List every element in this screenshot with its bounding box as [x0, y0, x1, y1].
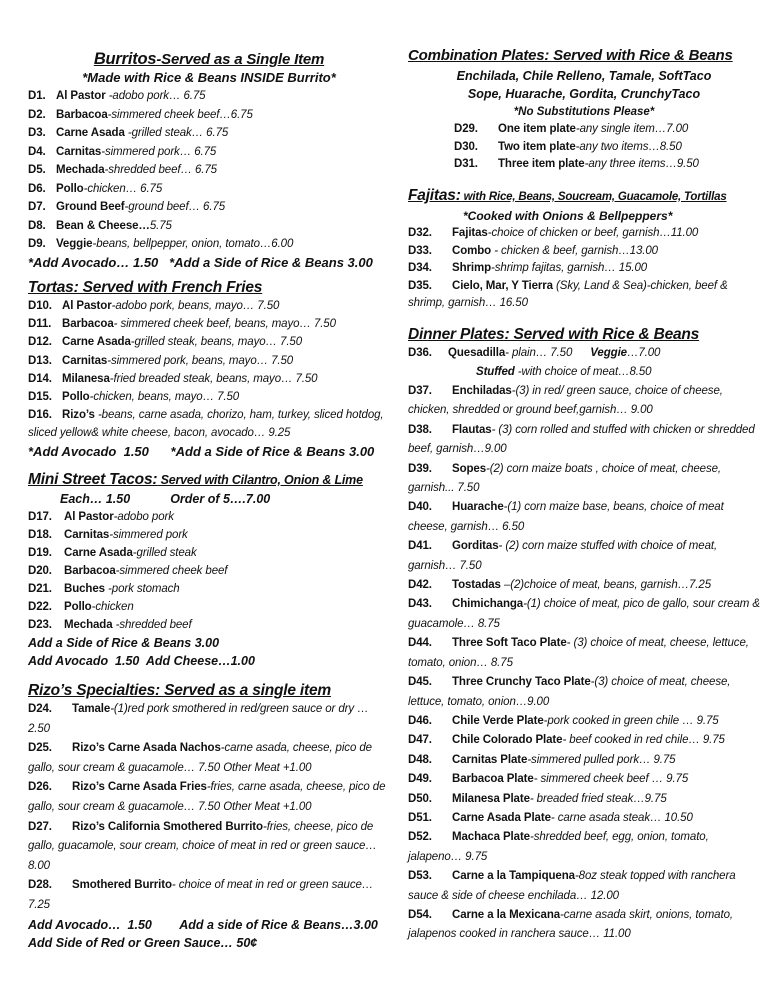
item-code: D26. — [28, 781, 52, 794]
item-name: Two item plate — [498, 140, 576, 153]
menu-item — [28, 526, 390, 544]
item-code: D6. — [28, 182, 46, 195]
item-name: Barbacoa Plate — [452, 773, 534, 786]
item-desc: - beef cooked in red chile… 9.75 — [562, 734, 725, 747]
addon-line: Add a Side of Rice & Beans 3.00 — [28, 636, 220, 650]
item-name: Buches — [64, 583, 109, 595]
menu-item — [28, 161, 390, 180]
item-code: D7. — [28, 201, 46, 213]
item-code: D23. — [28, 619, 52, 631]
item-code: D53. — [408, 870, 432, 883]
item-desc: -shredded beef — [115, 619, 192, 631]
item-name: Cielo, Mar, Y Tierra — [452, 279, 557, 292]
item-name: Al Pastor — [62, 300, 112, 312]
item-desc: -(1) choice of meat, pico de gallo, sour cream & guacamole… 8.75 — [408, 598, 760, 630]
menu-item — [28, 406, 390, 442]
item-code: D19. — [28, 547, 52, 559]
item-desc: - plain… 7.50 — [505, 347, 573, 359]
price-line — [28, 490, 390, 508]
item-name: Rizo’s Carne Asada Nachos — [72, 742, 221, 755]
item-code: D30. — [454, 140, 478, 153]
item-code: D48. — [408, 753, 432, 766]
item-code: D14. — [28, 372, 52, 385]
addon-line: Add Avocado… 1.50 Add a side of Rice & Beans…3.00 — [28, 917, 378, 932]
item-name: Milanesa Plate — [452, 792, 530, 805]
item-name: One item plate — [498, 123, 576, 135]
item-code: D25. — [28, 742, 52, 755]
item-name: Carnitas — [64, 529, 110, 541]
menu-item — [28, 87, 390, 106]
menu-item — [28, 818, 390, 877]
burritos-section — [28, 50, 390, 272]
item-desc: -simmered cheek beef — [115, 565, 228, 577]
item-code: D49. — [408, 773, 432, 786]
item-desc: -simmered pork, beans, mayo… 7.50 — [107, 354, 294, 367]
menu-item — [28, 352, 390, 370]
item-code: D37. — [408, 385, 432, 397]
menu-item — [408, 421, 760, 460]
item-desc: -beans, bellpepper, onion, tomato…6.00 — [92, 238, 294, 250]
item-code: D44. — [408, 637, 432, 650]
item-name: Rizo’s California Smothered Burrito — [72, 820, 263, 833]
menu-item — [454, 156, 760, 174]
item-code: D13. — [28, 354, 52, 367]
item-code: D45. — [408, 676, 432, 689]
veggie-label: Veggie — [590, 347, 627, 359]
item-code: D36. — [408, 347, 432, 359]
item-code: D21. — [28, 583, 52, 595]
menu-item — [28, 297, 390, 315]
item-code: D28. — [28, 879, 52, 892]
item-code: D40. — [408, 501, 432, 514]
menu-item — [28, 876, 390, 915]
tortas-section — [28, 278, 390, 461]
item-name: Mechada — [56, 164, 105, 176]
addon-line: Add Side of Red or Green Sauce… 50¢ — [28, 935, 258, 950]
item-desc: -carne asada skirt, onions, tomato, jalapenos cooked in ranchera sauce… 11.00 — [408, 908, 733, 941]
item-name: Barbacoa — [62, 318, 114, 331]
quesadilla-stuffed-line — [408, 363, 760, 382]
item-name: Carne Asada — [56, 127, 128, 139]
item-code: D54. — [408, 908, 432, 921]
item-desc: - (3) choice of meat, cheese, lettuce, tomato, onion… 8.75 — [408, 637, 749, 669]
item-desc: -(3) choice of meat, cheese, lettuce, tomato, onion…9.00 — [408, 676, 731, 708]
menu-item — [408, 634, 760, 673]
section-subtitle: *Cooked with Onions & Bellpeppers* — [463, 209, 673, 223]
item-code: D34. — [408, 262, 432, 274]
item-desc: -8oz steak topped with ranchera sauce & side of cheese enchilada… 12.00 — [408, 870, 736, 902]
item-code: D12. — [28, 336, 52, 349]
item-name: Al Pastor — [64, 511, 114, 523]
item-name: Veggie — [56, 238, 93, 250]
menu-item — [454, 121, 760, 139]
menu-item — [408, 498, 760, 537]
item-list — [28, 87, 390, 254]
item-desc: -pork cooked in green chile … 9.75 — [543, 714, 719, 727]
menu-item — [408, 595, 760, 634]
item-name: Carnitas — [56, 145, 102, 158]
item-code: D5. — [28, 164, 46, 176]
item-desc: -shredded beef, egg, onion, tomato, jalapeno… 9.75 — [408, 831, 709, 863]
item-desc: -adobo pork — [113, 511, 174, 523]
menu-item — [408, 225, 760, 243]
item-name: Bean & Cheese… — [56, 219, 150, 232]
item-code: D43. — [408, 598, 432, 611]
item-desc: -(1)red pork smothered in red/green sauce or dry …2.50 — [28, 703, 369, 735]
item-desc: -fries, carne asada, cheese, pico de gallo, sour cream & guacamole… 7.50 Other Meat +1.00 — [28, 781, 386, 813]
menu-item — [28, 124, 390, 143]
veggie-price: …7.00 — [626, 347, 661, 359]
item-code: D39. — [408, 462, 432, 475]
menu-item — [408, 260, 760, 278]
item-name: Carne a la Mexicana — [452, 908, 561, 921]
item-desc: -any two items…8.50 — [575, 140, 682, 153]
item-desc: -any single item…7.00 — [575, 123, 689, 135]
item-code: D4. — [28, 145, 46, 158]
item-code: D8. — [28, 219, 46, 232]
item-desc: (Sky, Land & Sea)-chicken, beef & shrimp, garnish… 16.50 — [408, 279, 728, 309]
item-name: Barbacoa — [64, 565, 116, 577]
menu-item — [28, 235, 390, 254]
item-name: Huarache — [452, 501, 504, 514]
item-code: D3. — [28, 127, 46, 139]
menu-item — [28, 580, 390, 598]
menu-item — [28, 198, 390, 217]
title-sub: Served with Cilantro, Onion & Lime — [157, 473, 363, 487]
menu-item — [408, 278, 760, 313]
item-list — [408, 121, 760, 174]
item-code: D20. — [28, 565, 52, 577]
item-desc: -choice of chicken or beef, garnish…11.00 — [487, 227, 699, 239]
item-desc: -fried breaded steak, beans, mayo… 7.50 — [109, 372, 318, 385]
title-main: Burritos — [93, 50, 157, 68]
item-name: Sopes — [452, 462, 487, 475]
item-name: Carnitas Plate — [452, 753, 528, 766]
item-code: D15. — [28, 391, 52, 404]
menu-item — [408, 828, 760, 867]
item-code: D51. — [408, 811, 432, 824]
menu-item — [28, 562, 390, 580]
item-name: Al Pastor — [56, 90, 109, 102]
item-desc: –(2)choice of meat, beans, garnish…7.25 — [503, 579, 711, 592]
price-each: Each… 1.50 — [60, 492, 131, 506]
item-code: D27. — [28, 820, 52, 833]
item-desc: -(3) in red/ green sauce, choice of cheese, chicken, shredded or ground beef,garnish… 9.00 — [408, 385, 723, 417]
item-code: D10. — [28, 300, 52, 312]
item-desc: - carne asada steak… 10.50 — [550, 811, 693, 824]
item-code: D24. — [28, 703, 52, 715]
item-desc: -pork stomach — [108, 583, 180, 595]
item-name: Flautas — [452, 423, 492, 436]
item-name: Barbacoa — [56, 108, 108, 121]
title-main: Mini Street Tacos: — [28, 471, 158, 488]
item-name: Shrimp — [452, 262, 492, 274]
item-name: Pollo — [56, 182, 84, 195]
item-desc: - simmered cheek beef … 9.75 — [533, 773, 689, 786]
item-list — [408, 382, 760, 945]
menu-item — [28, 370, 390, 388]
item-name: Machaca Plate — [452, 831, 530, 844]
section-title: Combination Plates: Served with Rice & Beans — [408, 47, 733, 64]
item-name: Quesadilla — [448, 347, 506, 359]
menu-item — [28, 778, 390, 817]
item-code: D9. — [28, 238, 46, 250]
menu-item — [28, 217, 390, 236]
section-title — [408, 186, 760, 207]
menu-item — [408, 712, 760, 731]
item-desc: -(1) corn maize base, beans, choice of meat cheese, garnish… 6.50 — [408, 501, 724, 533]
item-desc: -fries, cheese, pico de gallo, guacamole, sour cream, choice of meat in red or green sauce…8.00 — [28, 820, 377, 872]
item-name: Three item plate — [498, 158, 585, 170]
item-name: Mechada — [64, 619, 116, 631]
combo-note: *No Substitutions Please* — [513, 106, 655, 118]
item-desc: -beans, carne asada, chorizo, ham, turkey, sliced hotdog, sliced yellow& white cheese, bacon, avocado… 9.25 — [28, 409, 384, 440]
item-code: D2. — [28, 108, 46, 121]
item-name: Three Soft Taco Plate — [452, 637, 567, 650]
item-desc: -simmered cheek beef…6.75 — [107, 108, 253, 121]
item-name: Carne Asada — [64, 547, 133, 559]
section-title: Dinner Plates: Served with Rice & Beans — [408, 326, 700, 343]
title-sub: with Rice, Beans, Soucream, Guacamole, Tortillas — [460, 191, 727, 203]
item-code: D11. — [28, 318, 52, 331]
item-list — [28, 297, 390, 443]
menu-item — [28, 739, 390, 778]
item-name: Milanesa — [62, 372, 110, 385]
menu-item — [28, 544, 390, 562]
item-desc: -adobo pork, beans, mayo… 7.50 — [111, 300, 280, 312]
item-name: Rizo’s — [62, 409, 98, 422]
section-title: Tortas: Served with French Fries — [28, 279, 263, 296]
item-code: D46. — [408, 714, 432, 727]
section-subtitle: *Made with Rice & Beans INSIDE Burrito* — [82, 70, 336, 85]
item-name: Rizo’s Carne Asada Fries — [72, 781, 207, 794]
addon-line: *Add Avocado 1.50 *Add a Side of Rice & Beans 3.00 — [28, 443, 375, 459]
dinner-section — [408, 325, 760, 945]
item-name: Chimichanga — [452, 598, 524, 611]
item-name: Chile Colorado Plate — [452, 734, 563, 747]
specialties-section — [28, 681, 390, 952]
item-code: D29. — [454, 123, 478, 135]
menu-item — [408, 382, 760, 421]
menu-item — [28, 388, 390, 406]
title-main: Fajitas: — [408, 187, 461, 204]
menu-item — [408, 537, 760, 576]
item-list — [28, 508, 390, 634]
menu-item — [28, 616, 390, 634]
menu-item — [408, 809, 760, 828]
item-desc: -simmered pork… 6.75 — [101, 145, 217, 158]
menu-item-quesadilla — [408, 344, 760, 363]
menu-item — [28, 106, 390, 125]
section-title: Rizo’s Specialties: Served as a single item — [28, 682, 331, 699]
menu-item — [408, 906, 760, 945]
item-name: Chile Verde Plate — [452, 714, 544, 727]
item-code: D17. — [28, 511, 52, 523]
section-title — [28, 470, 390, 490]
combo-line-1: Enchilada, Chile Relleno, Tamale, SoftTaco — [456, 69, 712, 83]
item-code: D32. — [408, 227, 432, 239]
item-name: Carne Asada Plate — [452, 811, 551, 824]
menu-item — [408, 770, 760, 789]
item-desc: - (3) corn rolled and stuffed with chicken or shredded beef, garnish…9.00 — [408, 423, 755, 456]
item-code: D1. — [28, 90, 46, 102]
stuffed-label: Stuffed — [476, 366, 518, 378]
item-list — [28, 700, 390, 916]
item-desc: -any three items…9.50 — [584, 158, 699, 170]
price-order: Order of 5….7.00 — [170, 492, 271, 506]
item-desc: -grilled steak… 6.75 — [127, 127, 229, 139]
item-code: D33. — [408, 244, 432, 257]
item-desc: -simmered pulled pork… 9.75 — [527, 753, 676, 766]
item-name: Smothered Burrito — [72, 879, 172, 892]
item-code: D38. — [408, 423, 432, 436]
item-name: Enchiladas — [452, 385, 512, 397]
item-name: Ground Beef — [56, 201, 125, 213]
menu-item — [454, 139, 760, 157]
item-name: Carnitas — [62, 354, 108, 367]
menu-item — [408, 673, 760, 712]
item-desc: -ground beef… 6.75 — [124, 201, 226, 213]
item-name: Carne a la Tampiquena — [452, 870, 575, 883]
item-desc: -grilled steak — [132, 547, 197, 559]
title-sub: -Served as a Single Item — [156, 51, 325, 68]
item-code: D52. — [408, 831, 432, 844]
menu-item — [408, 243, 760, 261]
item-name: Combo — [452, 244, 495, 257]
menu-item — [28, 598, 390, 616]
menu-item — [28, 700, 390, 739]
item-name: Gorditas — [452, 540, 499, 553]
item-name: Pollo — [64, 601, 92, 613]
item-code: D42. — [408, 579, 432, 592]
menu-item — [28, 180, 390, 199]
item-name: Fajitas — [452, 227, 488, 239]
menu-item — [28, 315, 390, 333]
stuffed-desc: -with choice of meat…8.50 — [517, 366, 652, 378]
menu-item — [408, 751, 760, 770]
item-desc: -grilled steak, beans, mayo… 7.50 — [130, 336, 303, 349]
item-code: D22. — [28, 601, 52, 613]
item-name: Three Crunchy Taco Plate — [452, 676, 591, 689]
section-title — [28, 50, 390, 69]
item-desc: - choice of meat in red or green sauce… 7.25 — [28, 879, 374, 911]
menu-item — [408, 790, 760, 809]
item-code: D31. — [454, 158, 478, 170]
menu-item — [408, 576, 760, 595]
item-desc: - breaded fried steak…9.75 — [529, 792, 667, 805]
item-desc: -chicken — [91, 601, 134, 613]
item-desc: -shrimp fajitas, garnish… 15.00 — [491, 262, 648, 274]
item-desc: -(2) corn maize boats , choice of meat, cheese, garnish... 7.50 — [408, 462, 722, 495]
item-code: D18. — [28, 529, 52, 541]
combination-section — [408, 46, 760, 174]
addon-line: *Add Avocado… 1.50 *Add a Side of Rice & Beans 3.00 — [28, 254, 373, 270]
combo-line-2: Sope, Huarache, Gordita, CrunchyTaco — [467, 87, 701, 101]
menu-item — [408, 731, 760, 750]
menu-item — [28, 508, 390, 526]
item-desc: -chicken, beans, mayo… 7.50 — [89, 391, 240, 404]
fajitas-section — [408, 186, 760, 313]
item-desc: -simmered pork — [109, 529, 188, 541]
item-name: Tostadas — [452, 579, 504, 592]
item-desc: -chicken… 6.75 — [83, 182, 163, 195]
item-desc: - simmered cheek beef, beans, mayo… 7.50 — [113, 318, 336, 331]
item-desc: 5.75 — [149, 219, 172, 232]
item-code: D16. — [28, 409, 52, 422]
item-desc: -carne asada, cheese, pico de gallo, sour cream & guacamole… 7.50 Other Meat +1.00 — [28, 742, 372, 774]
item-desc: - (2) corn maize stuffed with choice of meat, garnish… 7.50 — [408, 540, 718, 572]
item-name: Pollo — [62, 391, 90, 404]
menu-item — [28, 143, 390, 162]
item-code: D35. — [408, 279, 432, 292]
item-name: Tamale — [72, 703, 111, 715]
item-code: D47. — [408, 734, 432, 747]
item-name: Carne Asada — [62, 336, 131, 349]
addon-line: Add Avocado 1.50 Add Cheese…1.00 — [28, 654, 255, 668]
menu-item — [408, 867, 760, 906]
item-code: D41. — [408, 540, 432, 553]
tacos-section — [28, 470, 390, 670]
item-desc: -shredded beef… 6.75 — [104, 164, 217, 176]
item-desc: - chicken & beef, garnish…13.00 — [494, 244, 658, 257]
item-code: D50. — [408, 792, 432, 805]
menu-item — [28, 333, 390, 351]
item-desc: -adobo pork… 6.75 — [108, 90, 206, 102]
item-list — [408, 225, 760, 313]
menu-item — [408, 460, 760, 499]
